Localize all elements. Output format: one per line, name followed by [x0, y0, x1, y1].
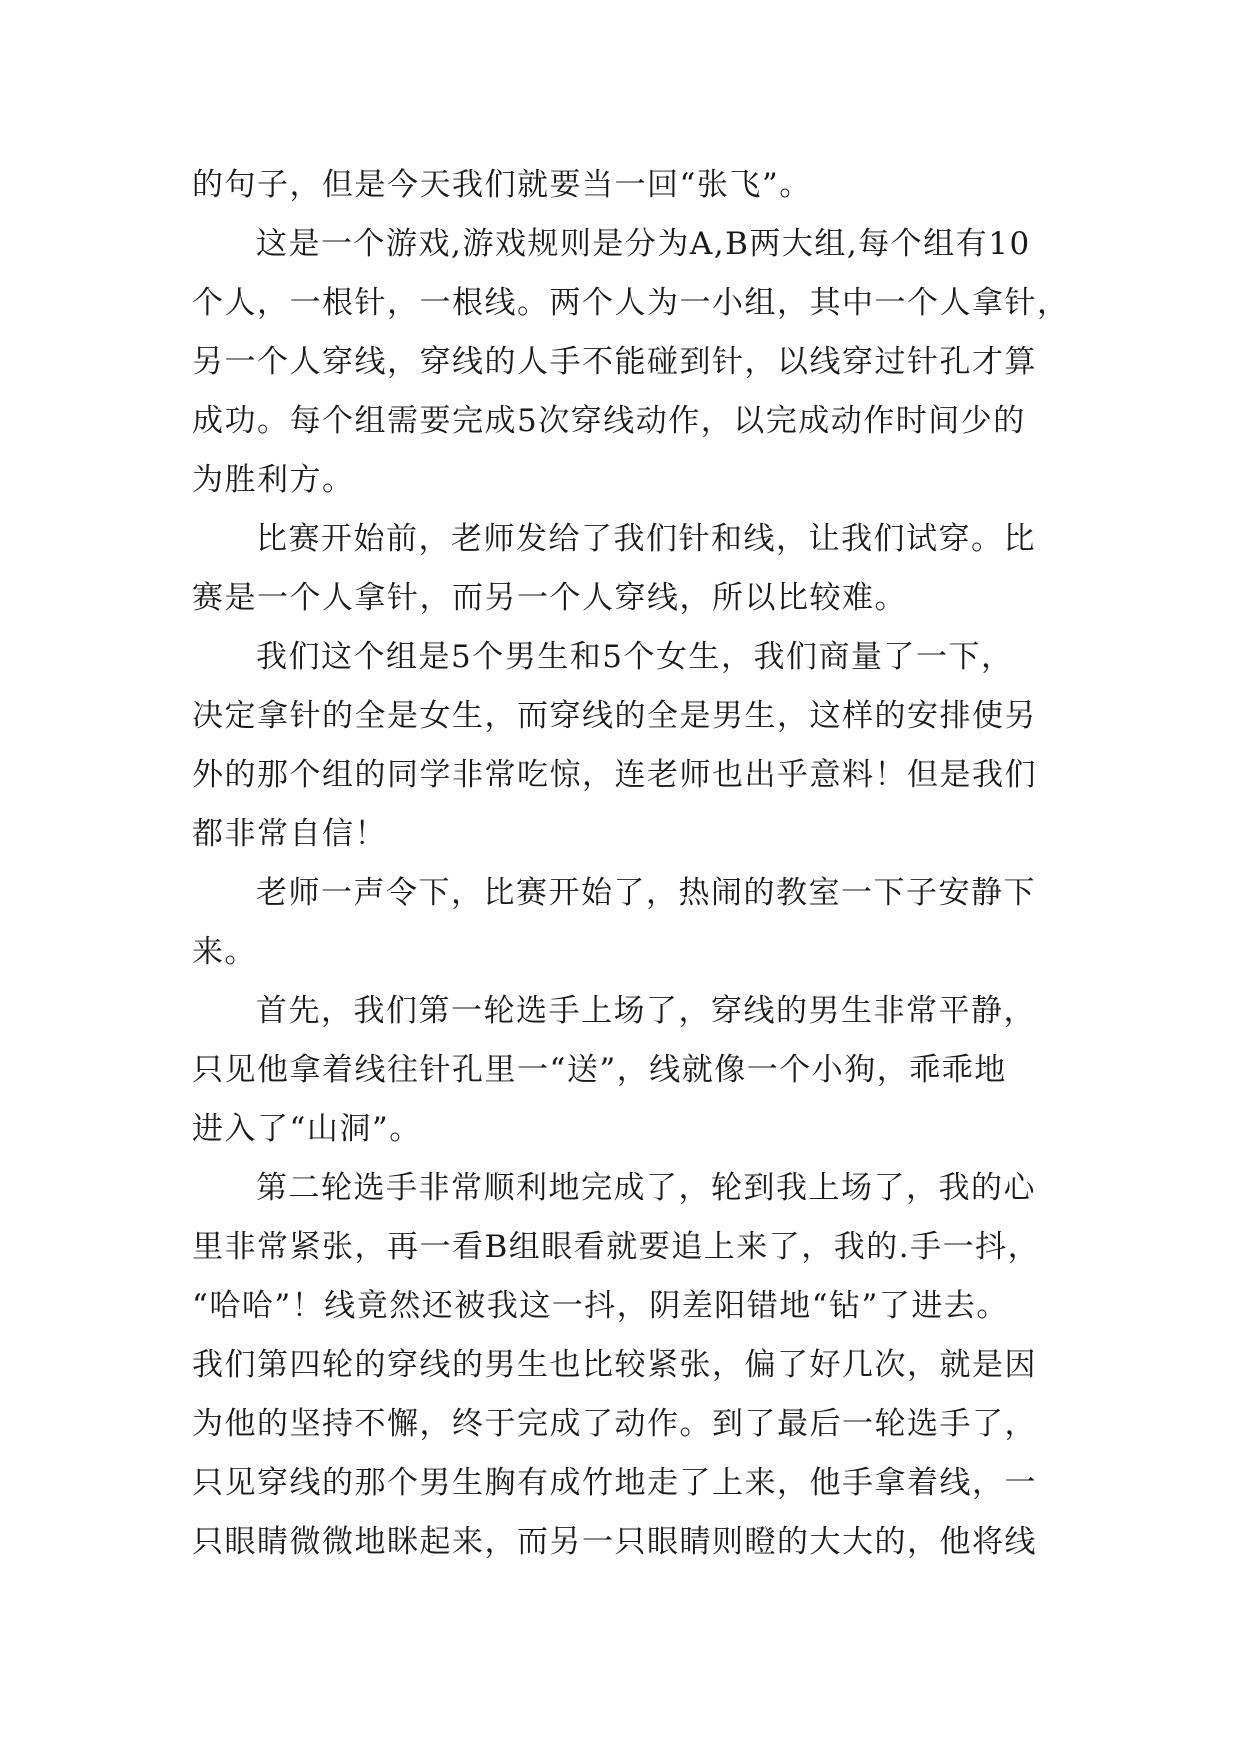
text-line: 个人，一根针，一根线。两个人为一小组，其中一个人拿针， — [192, 285, 1070, 321]
text-line: 成功。每个组需要完成5次穿线动作，以完成动作时间少的 — [192, 403, 1026, 439]
text-line: 比赛开始前，老师发给了我们针和线，让我们试穿。比 — [256, 521, 1036, 557]
text-line: 决定拿针的全是女生，而穿线的全是男生，这样的安排使另 — [192, 698, 1037, 734]
text-line: 为胜利方。 — [192, 462, 355, 498]
text-line: 里非常紧张，再一看B组眼看就要追上来了，我的.手一抖， — [192, 1229, 1041, 1265]
text-line: 只眼睛微微地眯起来，而另一只眼睛则瞪的大大的，他将线 — [192, 1524, 1037, 1560]
text-line: 我们第四轮的穿线的男生也比较紧张，偏了好几次，就是因 — [192, 1347, 1037, 1383]
text-line: 老师一声令下，比赛开始了，热闹的教室一下子安静下 — [256, 875, 1036, 911]
text-line: “哈哈”！线竟然还被我这一抖，阴差阳错地“钻”了进去。 — [192, 1288, 1009, 1324]
text-line: 的句子，但是今天我们就要当一回“张飞”。 — [192, 167, 812, 203]
text-line: 另一个人穿线，穿线的人手不能碰到针，以线穿过针孔才算 — [192, 344, 1037, 380]
text-line: 来。 — [192, 934, 257, 970]
body-text — [192, 156, 1072, 1572]
text-line: 外的那个组的同学非常吃惊，连老师也出乎意料！但是我们 — [192, 757, 1037, 793]
text-line: 我们这个组是5个男生和5个女生，我们商量了一下， — [256, 639, 1014, 675]
text-line: 第二轮选手非常顺利地完成了，轮到我上场了，我的心 — [256, 1170, 1036, 1206]
text-line: 这是一个游戏,游戏规则是分为A,B两大组,每个组有10 — [256, 226, 1031, 262]
text-line: 赛是一个人拿针，而另一个人穿线，所以比较难。 — [192, 580, 907, 616]
text-line: 只见他拿着线往针孔里一“送”，线就像一个小狗，乖乖地 — [192, 1052, 1007, 1088]
text-line: 首先，我们第一轮选手上场了，穿线的男生非常平静， — [256, 993, 1036, 1029]
text-line: 只见穿线的那个男生胸有成竹地走了上来，他手拿着线，一 — [192, 1465, 1037, 1501]
text-line: 进入了“山洞”。 — [192, 1111, 422, 1147]
text-line: 都非常自信！ — [192, 816, 387, 852]
text-line: 为他的坚持不懈，终于完成了动作。到了最后一轮选手了， — [192, 1406, 1037, 1442]
